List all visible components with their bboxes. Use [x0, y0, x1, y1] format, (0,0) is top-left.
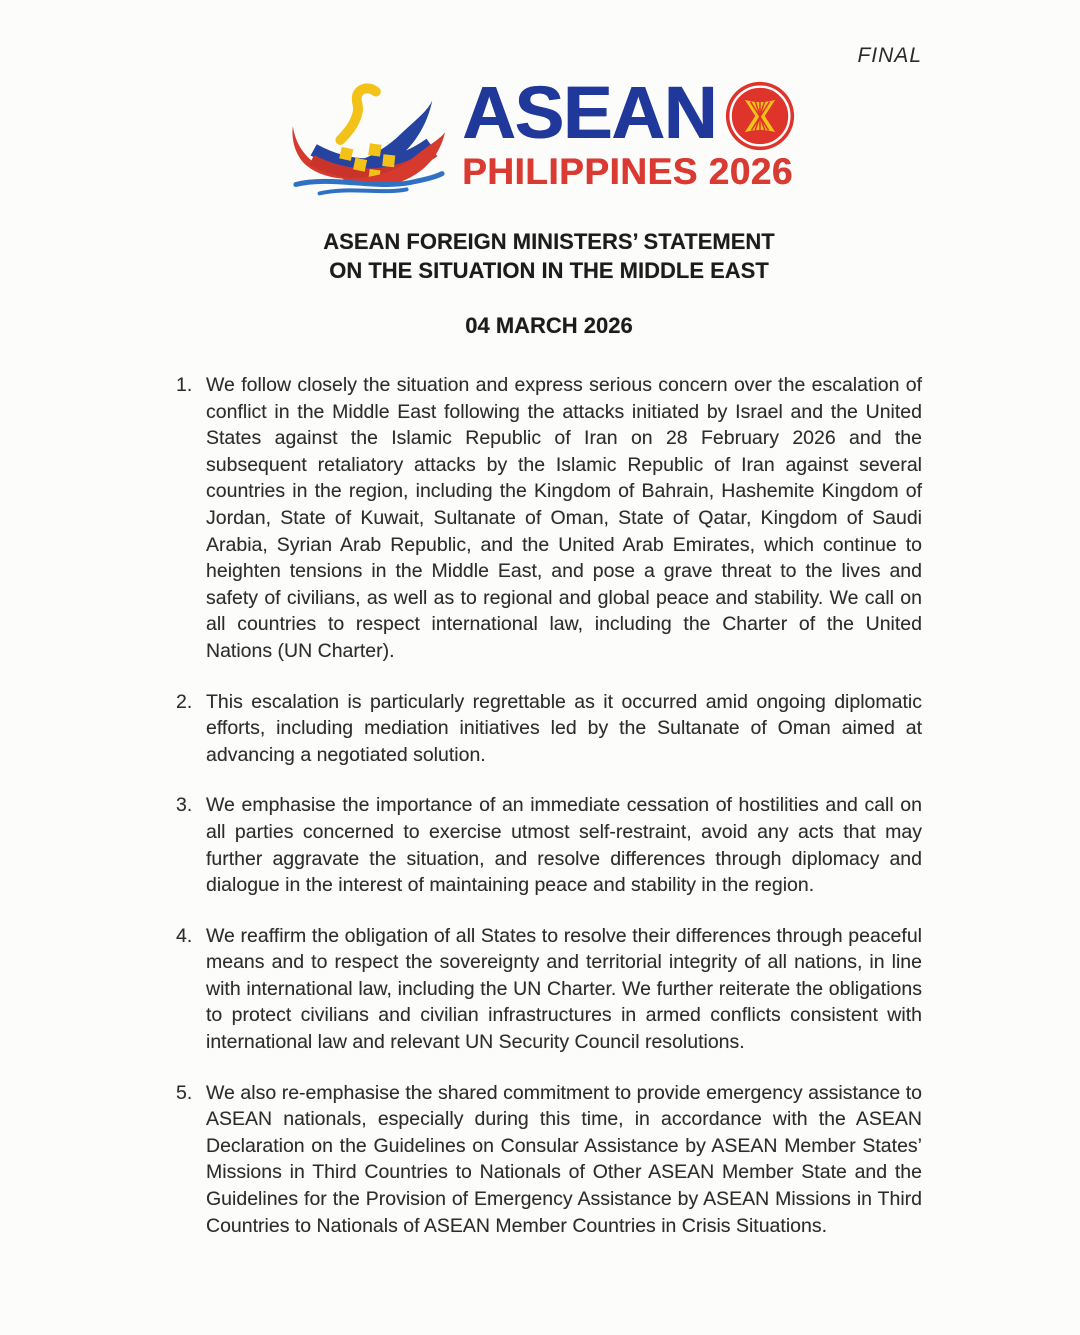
paragraph-5 [176, 1080, 922, 1240]
title-line-1: ASEAN FOREIGN MINISTERS’ STATEMENT [323, 229, 775, 254]
statement-body [176, 372, 922, 1263]
paragraph-number: 1. [176, 374, 193, 396]
logo-row-wordmark [461, 71, 796, 154]
paragraph-text: We emphasise the importance of an immediate cessation of hostilities and call on all parties concerned to exercise utmost self-restraint, avoid any acts that may further aggravate the situation, and resolve differences through diplomacy and dialogue in the interest of maintaining peace and stability in the region. [206, 794, 922, 897]
paragraph-text: We follow closely the situation and express serious concern over the escalation of conflict in the Middle East following the attacks initiated by Israel and the United States against the Islamic Republic of Iran on 28 February 2026 and the subsequent retaliatory attacks by the Islamic Republic of Iran against several countries in the region, including the Kingdom of Bahrain, Hashemite Kingdom of Jordan, State of Kuwait, Sultanate of Oman, State of Qatar, Kingdom of Saudi Arabia, Syrian Arab Republic, and the United Arab Emirates, which continue to heighten tensions in the Middle East, and pose a grave threat to the lives and safety of civilians, as well as to regional and global peace and stability. We call on all countries to respect international law, including the Charter of the United Nations (UN Charter). [206, 374, 922, 662]
paragraph-1 [176, 372, 922, 665]
asean-wordmark: ASEAN [461, 71, 717, 154]
paragraph-2 [176, 689, 922, 769]
logo-inner [284, 71, 796, 200]
paragraph-number: 3. [176, 794, 193, 817]
paragraph-text: We also re-emphasise the shared commitment to provide emergency assistance to ASEAN nationals, especially during this time, in accordance with the ASEAN Declaration on the Guidelines on Consular Assistance by ASEAN Member States’ Missions in Third Countries to Nationals of Other ASEAN Member State and the Guidelines for the Provision of Emergency Assistance by ASEAN Missions in Third Countries to Nationals of ASEAN Member Countries in Crisis Situations. [206, 1081, 922, 1237]
title-line-2: ON THE SITUATION IN THE MIDDLE EAST [329, 258, 769, 283]
paragraph-text: We reaffirm the obligation of all States to resolve their differences through peaceful means and to respect the sovereignty and territorial integrity of all nations, in line with international law, including the UN Charter. We further reiterate the obligations to protect civilians and civilian infrastructures in armed conflicts consistent with international law and relevant UN Security Council resolutions. [206, 924, 922, 1054]
paragraph-number: 4. [176, 924, 193, 947]
paragraph-text: This escalation is particularly regrettable as it occurred amid ongoing diplomatic efforts, including mediation initiatives led by the Sultanate of Oman aimed at advancing a negotiated solution. [206, 690, 922, 766]
logo-text [461, 71, 796, 192]
final-label: FINAL [857, 44, 922, 67]
paragraph-number: 2. [176, 690, 193, 713]
paragraph-number: 5. [176, 1081, 193, 1104]
asean-philippines-2026-logo [0, 71, 1080, 200]
paragraph-3 [176, 792, 922, 898]
paragraph-4 [176, 923, 922, 1056]
statement-title [176, 227, 922, 285]
statement-date: 04 MARCH 2026 [465, 313, 633, 338]
asean-emblem-icon [724, 80, 796, 152]
philippines-2026-label: PHILIPPINES 2026 [461, 151, 793, 192]
vinta-boat-icon [284, 82, 452, 200]
